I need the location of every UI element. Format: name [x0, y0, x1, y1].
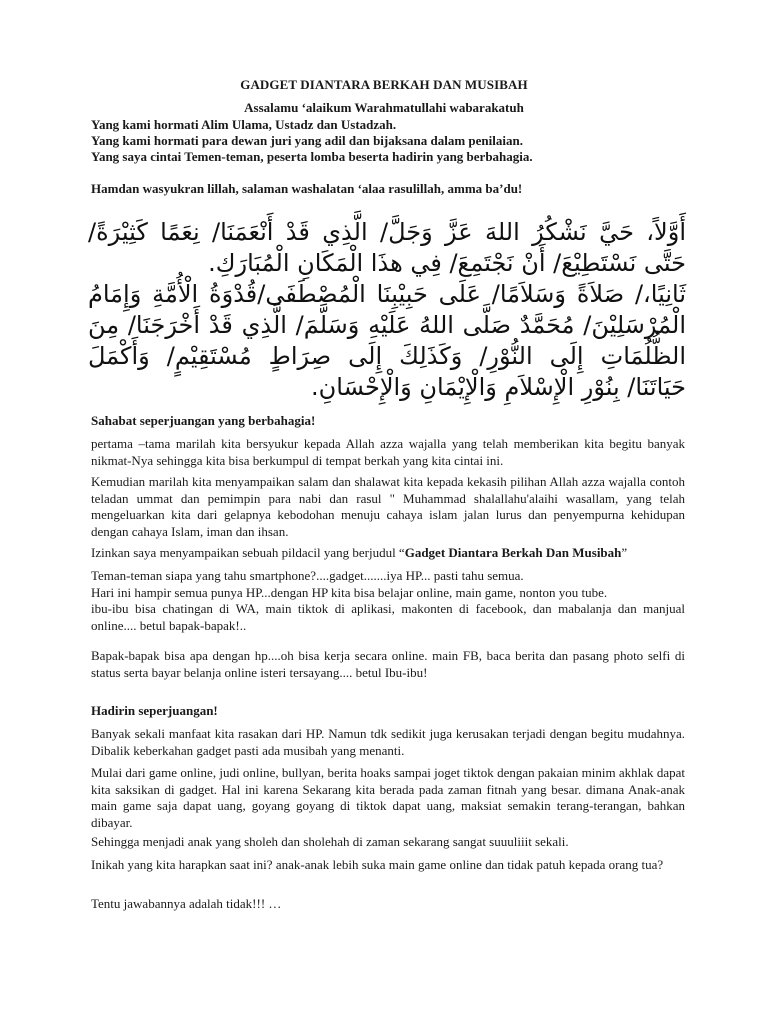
paragraph-manfaat: Banyak sekali manfaat kita rasakan dari HP. Namun tdk sedikit juga kerusakan terjadi dengan begitu mudahnya. Dibalik keberkahan gadget pasti ada musibah yang menanti. [91, 726, 685, 758]
arabic-paragraph-2: ثَانِيًا،/ صَلاَةً وَسَلاَمًا/ عَلَى حَبِيْبِنَا الْمُصْطَفَى/قُدْوَةُ الْأُمَّةِ وَإِمَامُ الْمُرْسَلِيْنَ/ مُحَمَّدٌ صَلَّى اللهُ عَلَيْهِ وَسَلَّمَ/ الَّذِي قَدْ أَخْرَجَنَا/ مِنَ الظُّلُمَاتِ إِلَى النُّوْرِ/ وَكَذَلِكَ إِلَى صِرَاطٍ مُسْتَقِيْمٍ/ وَأَكْمَلَ حَيَاتَنَا/ بِنُوْرِ الْإِسْلاَمِ وَالْإِيْمَانِ وَالْإِحْسَانِ. [88, 280, 686, 401]
judul-title: Gadget Diantara Berkah Dan Musibah [404, 545, 622, 560]
heading-hadirin: Hadirin seperjuangan! [91, 703, 218, 718]
paragraph-shalawat: Kemudian marilah kita menyampaikan salam dan shalawat kita kepada kekasih pilihan Allah azza wajalla contoh teladan ummat dan pemimpin para nabi dan rasul " Muhammad shalallahu'alaihi wasallam, yang telah mengeluarkan kita dari gelapnya kebodohan menuju cahaya islam jalan lurus dan penyempurna kehidupan dengan cahaya Islam, iman dan ihsan. [91, 474, 685, 539]
document-title: GADGET DIANTARA BERKAH DAN MUSIBAH [240, 77, 528, 92]
paragraph-bapak: Bapak-bapak bisa apa dengan hp....oh bisa kerja secara online. main FB, baca berita dan pasang photo selfi di status serta bayar belanja online isteri tersayang.... betul Ibu-ibu! [91, 648, 685, 680]
paragraph-bersyukur: pertama –tama marilah kita bersyukur kepada Allah azza wajalla yang telah memberikan kita begitu banyak nikmat-Nya sehingga kita bisa berkumpul di tempat berkah yang kita cintai ini. [91, 436, 685, 468]
paragraph-jawaban: Tentu jawabannya adalah tidak!!! … [91, 896, 282, 911]
hamdan-line: Hamdan wasyukran lillah, salaman washalatan ‘alaa rasulillah, amma ba’du! [91, 181, 523, 196]
smartphone-line: Hari ini hampir semua punya HP...dengan HP kita bisa belajar online, main game, nonton you tube. [91, 584, 608, 600]
paragraph-harapkan: Inikah yang kita harapkan saat ini? anak-anak lebih suka main game online dan tidak patuh kepada orang tua? [91, 857, 664, 872]
opening-salam: Assalamu ‘alaikum Warahmatullahi wabarakatuh [244, 100, 524, 115]
arabic-paragraph-1: أَوَّلاً، حَيَّ نَشْكُرُ اللهَ عَزَّ وَجَلَّ/ الَّذِي قَدْ أَنْعَمَنَا/ نِعَمًا كَثِيْرَةً/ حَتَّى نَسْتَطِيْعَ/ أَنْ نَجْتَمِعَ/ فِي هذَا الْمَكَانِ الْمُبَارَكِ. [88, 218, 686, 277]
greetings-block [91, 117, 691, 165]
paragraph-sholeh: Sehingga menjadi anak yang sholeh dan sholehah di zaman sekarang sangat suuuliiit sekali. [91, 834, 569, 849]
paragraph-smartphone [91, 568, 685, 634]
judul-suffix: ” [621, 545, 628, 560]
judul-prefix: Izinkan saya menyampaikan sebuah pildacil yang berjudul “ [91, 545, 405, 560]
greeting-line: Yang kami hormati para dewan juri yang adil dan bijaksana dalam penilaian. [91, 133, 523, 148]
greeting-line: Yang kami hormati Alim Ulama, Ustadz dan Ustadzah. [91, 117, 397, 132]
paragraph-judul [91, 545, 685, 562]
paragraph-game-online: Mulai dari game online, judi online, bullyan, berita hoaks sampai joget tiktok dengan pakaian minim akhlak dapat kita saksikan di gadget. Hal ini karena Sekarang kita berada pada zaman fitnah yang besar. dimana Anak-anak main game saja dapat uang, goyang goyang di tiktok dapat uang, maksiat semakin terang-terangan, bahkan dibayar. [91, 765, 685, 830]
smartphone-line: ibu-ibu bisa chatingan di WA, main tiktok di aplikasi, makonten di facebook, dan mabalanja dan manjual online.... betul bapak-bapak!.. [91, 601, 685, 633]
smartphone-line: Teman-teman siapa yang tahu smartphone?....gadget.......iya HP... pasti tahu semua. [91, 568, 524, 583]
heading-sahabat: Sahabat seperjuangan yang berbahagia! [91, 413, 316, 428]
greeting-line: Yang saya cintai Temen-teman, peserta lomba beserta hadirin yang berbahagia. [91, 149, 533, 164]
